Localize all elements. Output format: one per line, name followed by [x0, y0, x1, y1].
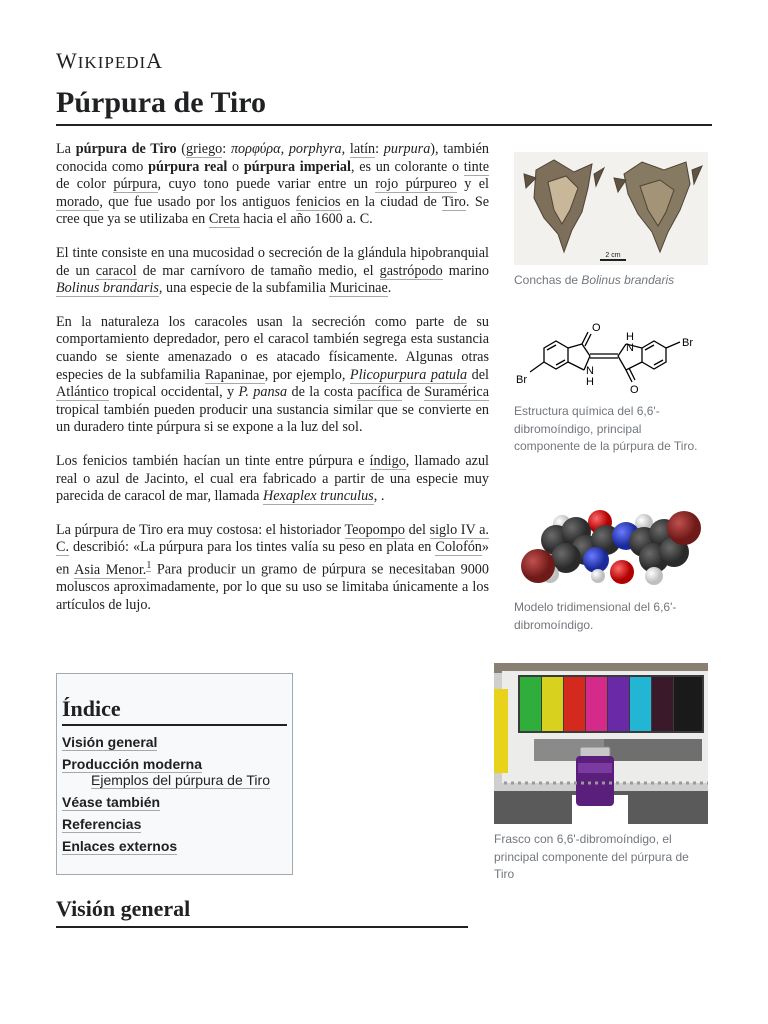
atom-o-top: O: [592, 322, 601, 334]
link-suramerica[interactable]: Suramérica: [424, 384, 489, 401]
link-atlantico[interactable]: Atlántico: [56, 384, 109, 401]
toc-item-referencias[interactable]: Referencias: [62, 816, 142, 832]
link-siglo-iv[interactable]: siglo IV a. C.: [56, 521, 489, 556]
term-purpura-de-tiro: púrpura de Tiro: [75, 141, 177, 157]
species-p-pansa: P. pansa: [238, 384, 288, 401]
figure-model: [514, 506, 708, 634]
atom-br-right: Br: [682, 337, 693, 349]
toc-title: Índice: [62, 696, 287, 726]
link-indigo[interactable]: índigo: [369, 452, 406, 469]
atom-br-left: Br: [516, 374, 527, 386]
page-title: Púrpura de Tiro: [56, 86, 712, 126]
logo-final: A: [146, 48, 164, 73]
link-latin[interactable]: latín: [349, 141, 376, 157]
figure-flask: [494, 663, 708, 884]
paragraph-naturaleza: En la naturaleza los caracoles usan la secreción como parte de su comportamiento depredador, pero el caracol también segrega esta sustancia cuando se siente amenazado o es atacado físicamente. Algunas otras especies de la subfamilia Rapaninae, por ejemplo, Plicopurpura patula del Atlántico tropical occidental, y P. pansa de la costa pacífica de Suramérica tropical también pueden producir una sustancia similar que se convierte en un duradero tinte púrpura si se expone a la luz del sol.: [56, 313, 489, 436]
link-tiro[interactable]: Tiro: [441, 193, 466, 210]
link-muricinae[interactable]: Muricinae: [329, 280, 388, 297]
table-of-contents: [56, 673, 293, 875]
paragraph-tinte: El tinte consiste en una mucosidad o secreción de la glándula hipobranquial de un caracol de mar carnívoro de tamaño medio, el gastrópodo marino Bolinus brandaris, una especie de la subfamilia Muricinae.: [56, 244, 489, 297]
link-hexaplex-trunculus[interactable]: Hexaplex trunculus: [263, 488, 374, 505]
toc-item-ejemplos[interactable]: Ejemplos del púrpura de Tiro: [91, 772, 270, 788]
link-creta[interactable]: Creta: [208, 211, 240, 228]
shells-image[interactable]: [514, 152, 708, 265]
link-bolinus-brandaris[interactable]: Bolinus brandaris: [56, 280, 159, 297]
link-gastropodo[interactable]: gastrópodo: [379, 262, 443, 279]
atom-h-top: H: [626, 331, 634, 343]
toc-list: [62, 734, 287, 854]
wikipedia-logo[interactable]: [56, 48, 163, 74]
atom-n-top: N: [626, 342, 634, 354]
caption-structure: Estructura química del 6,6'-dibromoíndigo, principal componente de la púrpura de Tiro.: [514, 404, 698, 453]
link-rojo-purpureo[interactable]: rojo púrpureo: [375, 176, 457, 193]
caption-flask: Frasco con 6,6'-dibromoíndigo, el principal componente del púrpura de Tiro: [494, 832, 689, 881]
toc-item-vision-general[interactable]: Visión general: [62, 734, 158, 750]
atom-h-bottom: H: [586, 376, 594, 388]
term-purpura-real: púrpura real: [148, 158, 228, 175]
toc-item-vease-tambien[interactable]: Véase también: [62, 794, 161, 810]
figure-shells: [514, 152, 708, 290]
paragraph-fenicios: Los fenicios también hacían un tinte entre púrpura e índigo, llamado azul real o azul de Jacinto, el cual era fabricado a partir de una especie muy parecida de caracol de mar, llamada Hexaplex trunculus, .: [56, 452, 489, 505]
toc-item-produccion-moderna[interactable]: Producción moderna: [62, 756, 203, 772]
latin-term: purpura: [383, 141, 431, 157]
caption-shells: Conchas de Bolinus brandaris: [514, 273, 675, 287]
caption-model: Modelo tridimensional del 6,6'-dibromoíndigo.: [514, 600, 677, 632]
molecule-3d-model[interactable]: [514, 506, 708, 590]
flask-photo[interactable]: [494, 663, 708, 824]
link-asia-menor[interactable]: Asia Menor.: [74, 561, 147, 578]
section-heading-vision-general: Visión general: [56, 896, 468, 928]
link-teopompo[interactable]: Teopompo: [344, 521, 405, 538]
link-tinte[interactable]: tinte: [463, 158, 489, 175]
toc-item-enlaces-externos[interactable]: Enlaces externos: [62, 838, 178, 854]
paragraph-intro: La púrpura de Tiro (griego: πορφύρα, porphyra, latín: purpura), también conocida como púrpura real o púrpura imperial, es un colorante o tinte de color púrpura, cuyo tono puede variar entre un rojo púrpureo y el morado, que fue usado por los antiguos fenicios en la ciudad de Tiro. Se cree que ya se utilizaba en Creta hacia el año 1600 a. C.: [56, 141, 489, 228]
link-plicopurpura-patula[interactable]: Plicopurpura patula: [349, 366, 468, 383]
article-body: [56, 141, 489, 630]
logo-middle: IKIPEDI: [77, 53, 147, 72]
atom-o-bottom: O: [630, 384, 639, 396]
structure-diagram[interactable]: [514, 320, 710, 396]
term-purpura-imperial: púrpura imperial: [243, 158, 351, 175]
link-pacifica[interactable]: pacífica: [357, 384, 403, 401]
link-purpura[interactable]: púrpura: [113, 176, 158, 193]
link-griego[interactable]: griego: [186, 141, 223, 157]
link-caracol[interactable]: caracol: [95, 262, 137, 279]
link-rapaninae[interactable]: Rapaninae: [204, 366, 265, 383]
logo-initial: W: [56, 48, 78, 73]
reference-1[interactable]: 1: [146, 559, 152, 571]
scale-label: 2 cm: [605, 252, 621, 259]
link-colofon[interactable]: Colofón: [435, 539, 482, 556]
link-morado[interactable]: morado: [56, 193, 100, 210]
figure-structure: [514, 320, 710, 456]
atom-n-bottom: N: [586, 365, 594, 377]
paragraph-costosa: La púrpura de Tiro era muy costosa: el historiador Teopompo del siglo IV a. C. describió: «La púrpura para los tintes valía su peso en plata en Colofón» en Asia Menor.$^1$ Para producir un gramo de púrpura se necesitaban 9000 moluscos aproximadamente, por lo que su uso se limitaba únicamente a los artículos de lujo.: [56, 521, 489, 613]
link-fenicios[interactable]: fenicios: [295, 193, 341, 210]
greek-term: πορφύρα, porphyra: [230, 141, 342, 157]
